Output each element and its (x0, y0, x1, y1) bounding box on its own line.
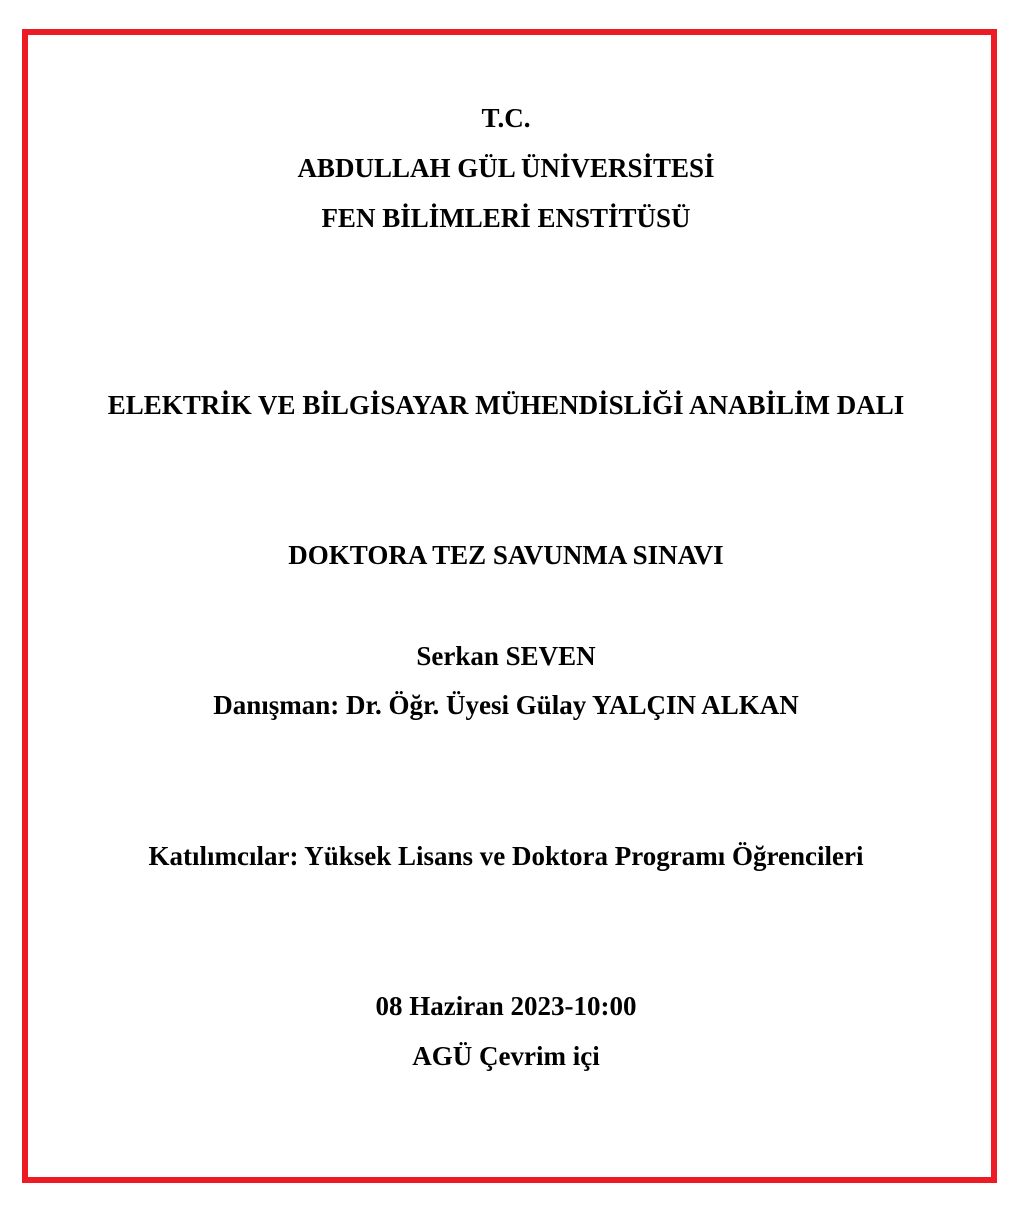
department-title: ELEKTRİK VE BİLGİSAYAR MÜHENDİSLİĞİ ANABİLİM DALI (107, 390, 905, 420)
header-country: T.C. (481, 103, 531, 133)
advisor-name: Danışman: Dr. Öğr. Üyesi Gülay YALÇIN ALKAN (213, 690, 799, 720)
candidate-name: Serkan SEVEN (416, 641, 596, 671)
header-institute: FEN BİLİMLERİ ENSTİTÜSÜ (321, 203, 691, 233)
exam-title: DOKTORA TEZ SAVUNMA SINAVI (288, 540, 724, 570)
exam-datetime: 08 Haziran 2023-10:00 (375, 991, 637, 1021)
exam-location: AGÜ Çevrim içi (412, 1041, 600, 1071)
header-university: ABDULLAH GÜL ÜNİVERSİTESİ (297, 153, 715, 183)
participants-text: Katılımcılar: Yüksek Lisans ve Doktora Programı Öğrencileri (148, 841, 864, 871)
